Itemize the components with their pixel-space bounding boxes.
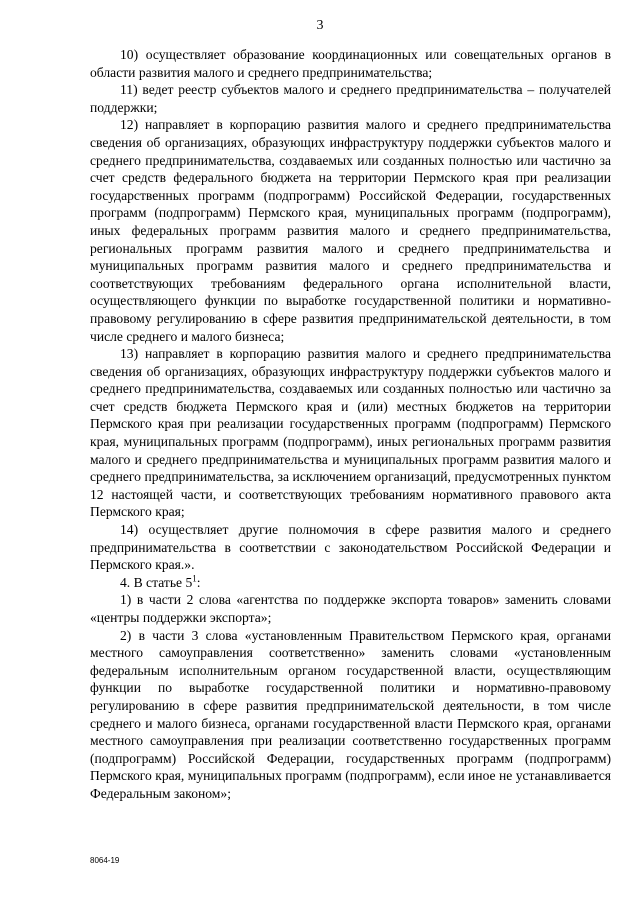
article-heading-prefix: 4. В статье 5 <box>120 574 193 590</box>
page-number: 3 <box>316 18 324 33</box>
paragraph-item-10: 10) осуществляет образование координационных или совещательных органов в области развития малого и среднего предпринимательства; <box>90 47 611 80</box>
article-heading-suffix: : <box>196 574 201 590</box>
paragraph-item-11: 11) ведет реестр субъектов малого и среднего предпринимательства – получателей поддержки; <box>90 82 611 115</box>
paragraph-item-13: 13) направляет в корпорацию развития малого и среднего предпринимательства сведения об организациях, образующих инфраструктуру поддержки субъектов малого и среднего предпринимательства, создаваемых или созданных полностью или частично за счет средств бюджета Пермского края и (или) местных бюджетов на территории Пермского края при реализации государственных программ (подпрограмм) Пермского края, муниципальных программ (подпрограмм), иных региональных программ развития малого и среднего предпринимательства и муниципальных программ развития малого и среднего предпринимательства, за исключением организаций, предусмотренных пунктом 12 настоящей части, и соответствующих требованиям нормативного правового акта Пермского края; <box>90 346 611 520</box>
amendment-item-2: 2) в части 3 слова «установленным Правительством Пермского края, органами местного самоуправления соответственно» заменить словами «установленным федеральным исполнительным органом государственной власти, осуществляющим функции по выработке государственной политики и нормативно-правовому регулированию в сфере развития предпринимательской деятельности, в том числе среднего и малого бизнеса, органами государственной власти Пермского края, органами местного самоуправления при реализации соответственно государственных программ (подпрограмм) Российской Федерации, государственных программ (подпрограмм) Пермского края, муниципальных программ (подпрограмм), если иное не устанавливается Федеральным законом»; <box>90 627 611 801</box>
article-heading <box>90 574 611 592</box>
paragraph-item-12: 12) направляет в корпорацию развития малого и среднего предпринимательства сведения об организациях, образующих инфраструктуру поддержки субъектов малого и среднего предпринимательства, создаваемых или созданных полностью или частично за счет средств федерального бюджета на территории Пермского края при реализации государственных программ (подпрограмм) Российской Федерации, государственных программ (подпрограмм) Пермского края, муниципальных программ (подпрограмм), иных федеральных программ развития малого и среднего предпринимательства, региональных программ развития малого и среднего предпринимательства и муниципальных программ развития малого и среднего предпринимательства и соответствующих требованиям федерального органа исполнительной власти, осуществляющего функции по выработке государственной политики и нормативно-правовому регулированию в сфере развития предпринимательской деятельности, в том числе среднего и малого бизнеса; <box>90 117 611 344</box>
article-heading-superscript: 1 <box>192 573 197 584</box>
amendment-item-1: 1) в части 2 слова «агентства по поддержке экспорта товаров» заменить словами «центры поддержки экспорта»; <box>90 592 611 625</box>
document-code: 8064-19 <box>90 856 120 865</box>
paragraph-item-14: 14) осуществляет другие полномочия в сфере развития малого и среднего предпринимательства в соответствии с законодательством Российской Федерации и Пермского края.». <box>90 522 611 573</box>
document-body <box>90 46 611 803</box>
